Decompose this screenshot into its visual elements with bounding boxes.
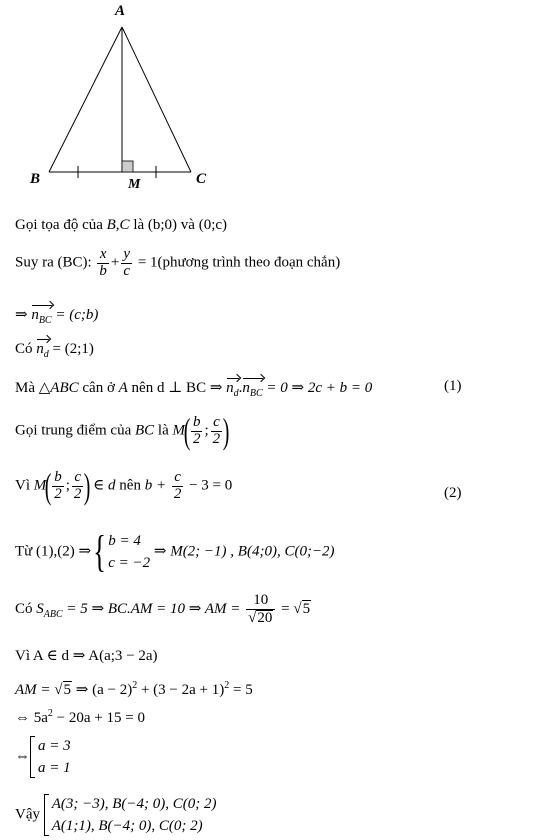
line-system-solution: Từ (1),(2) ⇒{ b = 4 c = −2 ⇒ M(2; −1) , B(4;0), C(0;−2) xyxy=(15,527,335,576)
line-a-on-d: Vì A ∈ d ⇒ A(a;3 − 2a) xyxy=(15,648,158,664)
equation-number-1: (1) xyxy=(444,378,462,394)
equation-number-2: (2) xyxy=(444,485,462,501)
line-area: Có $S_{ABC} = 5$ ⇒ BC.AM = 10 ⇒ AM = $\frac{10}{√20}$ = √5 xyxy=(15,592,311,626)
line-normal-bc: ⇒ $n_{BC}$ = (c;b) xyxy=(15,307,99,326)
vertex-label-c: C xyxy=(196,171,207,187)
line-conclusion: Vậy A(3; −3), B(−4; 0), C(0; 2) A(1;1), B(−4; 0), C(0; 2) xyxy=(15,796,217,834)
vertex-label-m: M xyxy=(128,177,141,192)
vertex-label-a: A xyxy=(115,3,126,19)
triangle-figure xyxy=(0,0,533,200)
side-ab xyxy=(49,27,122,172)
line-midpoint-on-d: Vì M( $\frac{b}{2}$ ; $\frac{c}{2}$ ) ∈ d nên b + $\frac{c}{2}$ − 3 = 0 xyxy=(15,466,233,506)
line-midpoint: Gọi trung điểm của BC là M( $\frac{b}{2}$ ; $\frac{c}{2}$ ) xyxy=(15,411,230,451)
vertex-label-b: B xyxy=(30,171,41,187)
line-quadratic: ⇔ $5a^2 - 20a + 15 = 0$ xyxy=(15,708,145,726)
line-coordinates: Gọi tọa độ của B,C là (b;0) và (0;c) xyxy=(15,217,228,233)
line-am-distance: AM = √5 ⇒ $(a - 2)^2 + (3 - 2a + 1)^2 = 5$ xyxy=(15,680,253,698)
line-normal-d: Có $n_d$ = (2;1) xyxy=(15,341,94,360)
line-isosceles-condition: Mà △ABC cân ở A nên d ⊥ BC ⇒ $n_d.n_{BC} = 0$ ⇒ 2c + b = 0 xyxy=(15,380,373,399)
side-ac xyxy=(122,27,191,172)
right-angle-mark xyxy=(122,161,133,172)
line-intercept-equation: Suy ra (BC): $\frac{x}{b}$ + $\frac{y}{c}$ = 1(phương trình theo đoạn chắn) xyxy=(15,246,341,279)
line-roots: ⇔ a = 3 a = 1 xyxy=(15,738,71,776)
